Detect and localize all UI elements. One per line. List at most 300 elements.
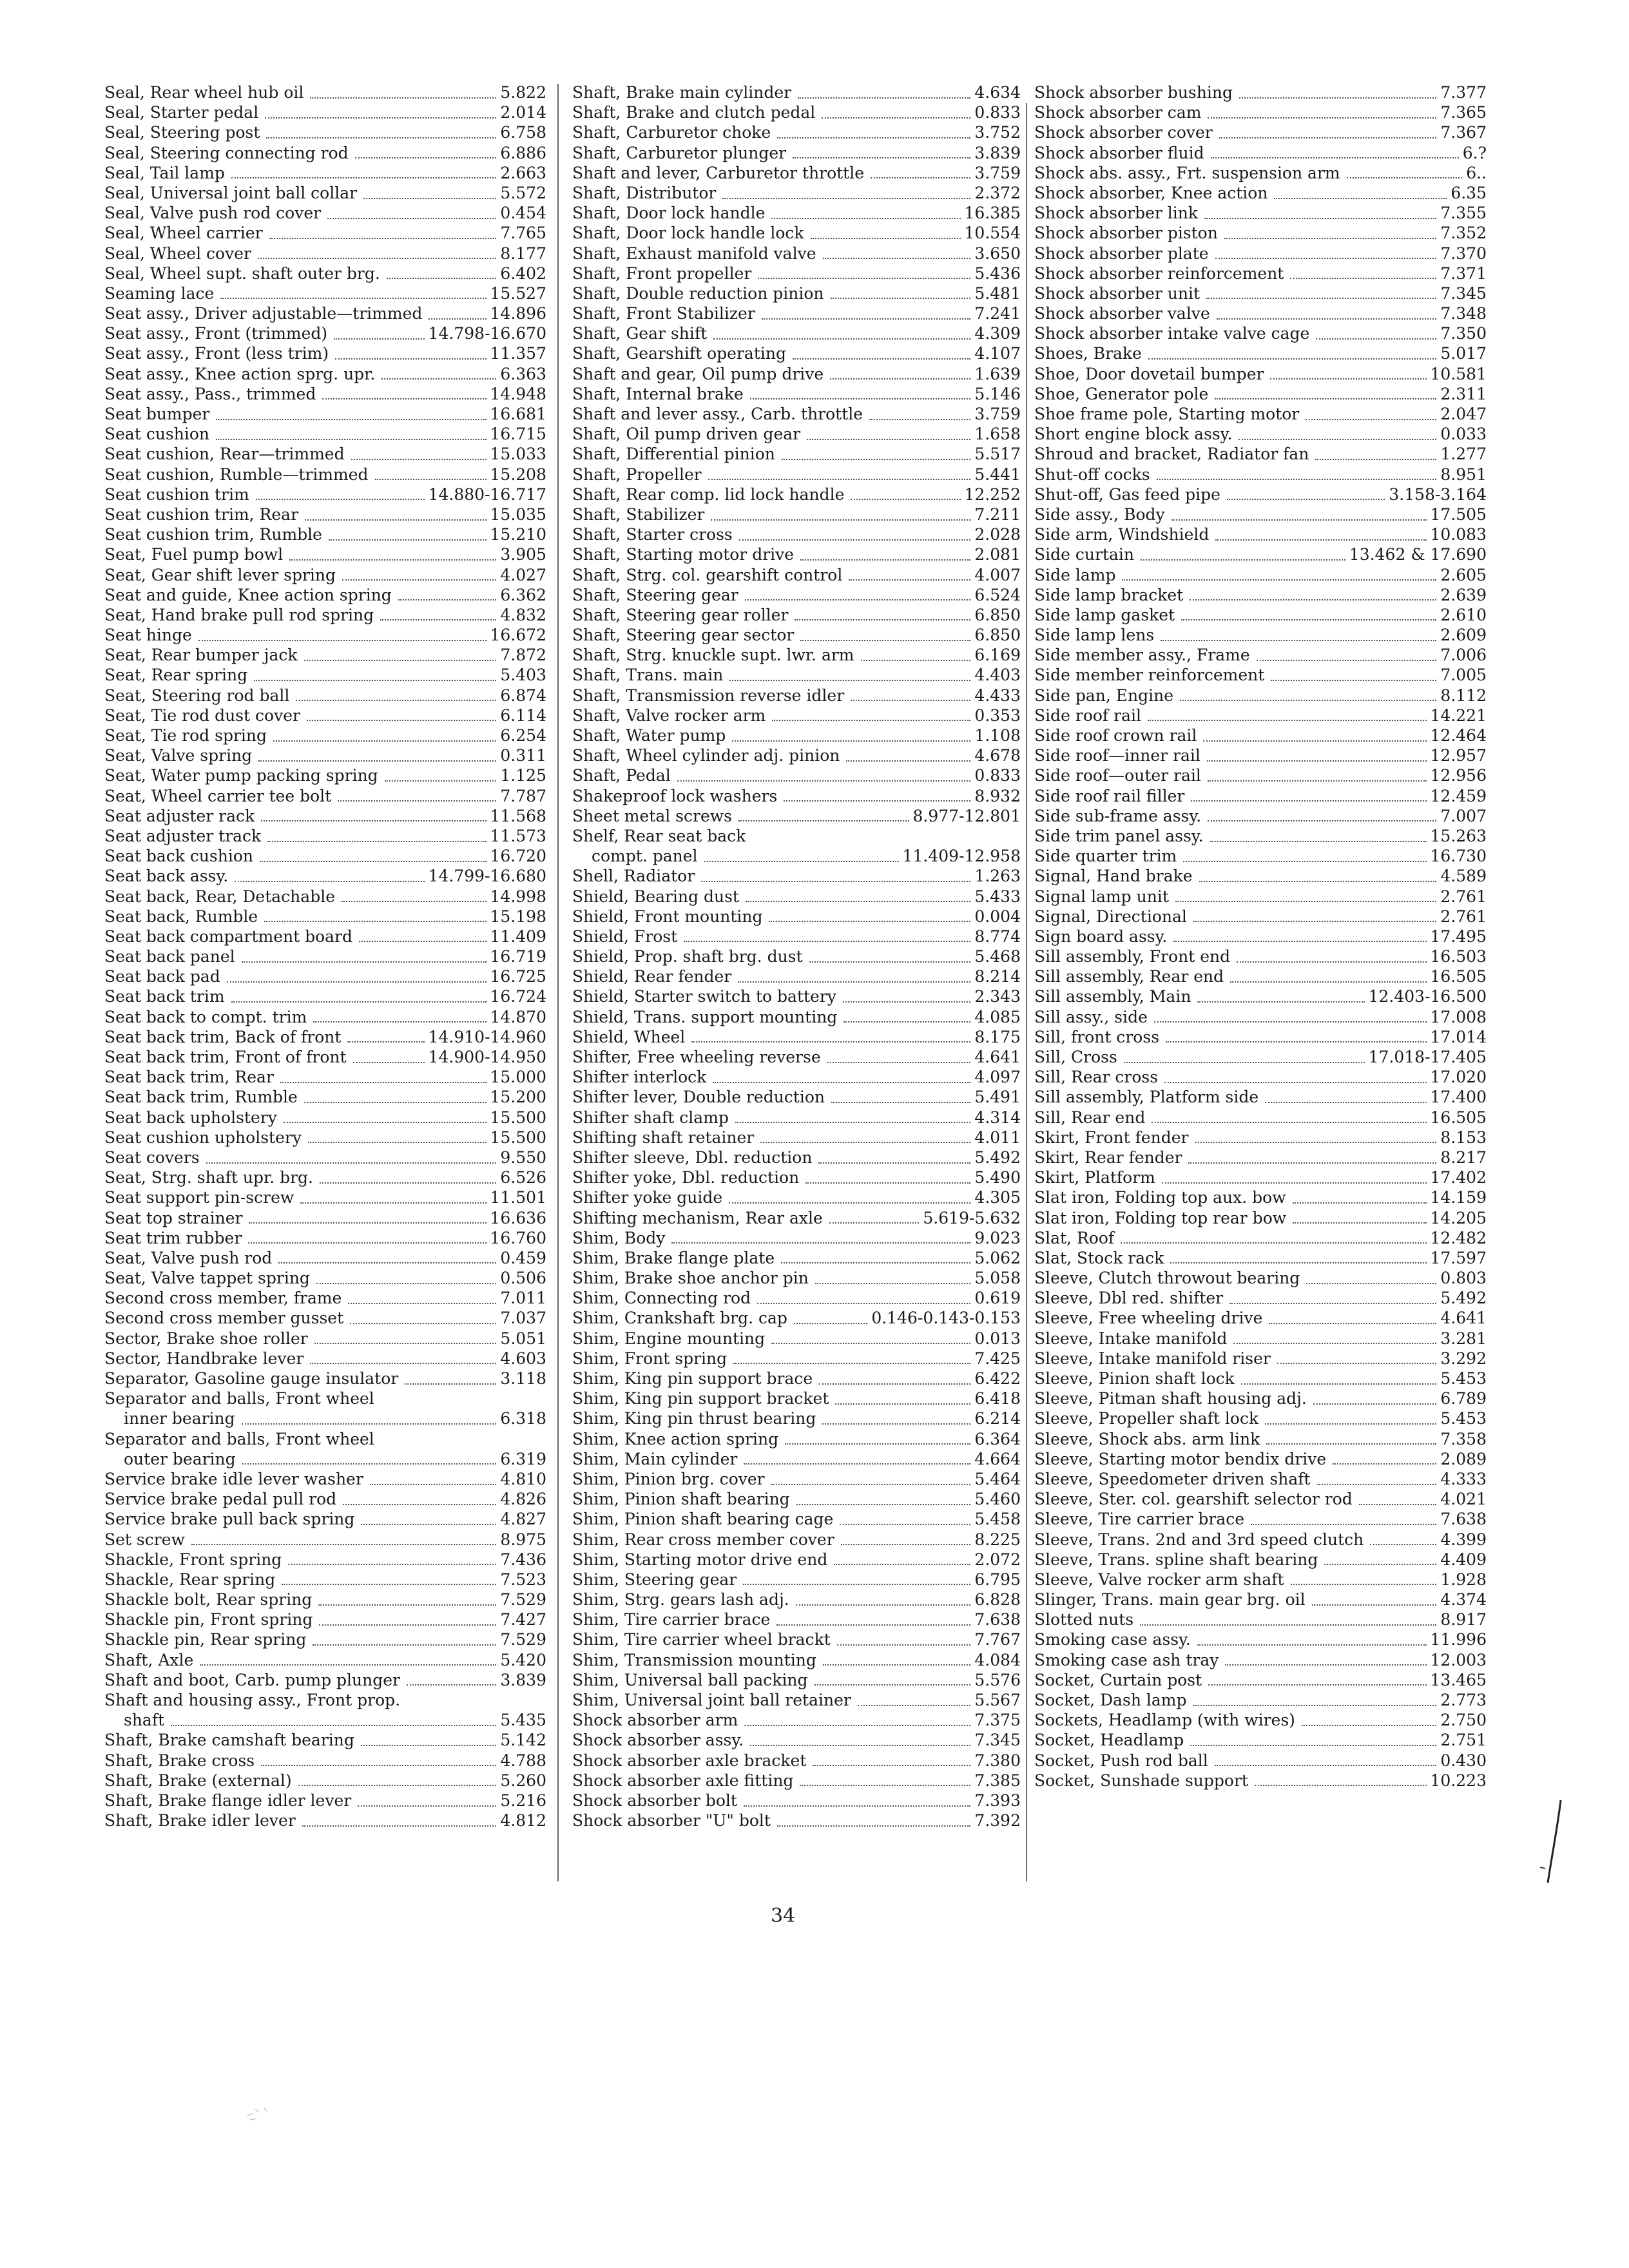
entry-label: Seal, Wheel carrier xyxy=(104,224,263,243)
dot-leader xyxy=(1370,1540,1436,1545)
dot-leader xyxy=(1293,1198,1427,1204)
page-number: 34 xyxy=(771,1905,796,1927)
index-entry xyxy=(572,1349,1021,1369)
index-entry xyxy=(104,745,546,765)
entry-page-ref: 0.033 xyxy=(1440,425,1487,444)
entry-label: Shackle, Rear spring xyxy=(104,1570,276,1589)
entry-label: Shock absorber bushing xyxy=(1034,83,1233,102)
dot-leader xyxy=(1173,937,1426,942)
entry-label: Sheet metal screws xyxy=(572,806,733,825)
dot-leader xyxy=(198,636,487,641)
entry-label: Shaft, Brake flange idler lever xyxy=(104,1791,352,1810)
index-entry xyxy=(104,1791,546,1811)
index-entry xyxy=(104,1629,546,1649)
dot-leader xyxy=(249,1218,486,1224)
index-entry xyxy=(1034,1509,1487,1529)
dot-leader xyxy=(1152,1118,1426,1123)
entry-label: Shock absorber bolt xyxy=(572,1791,737,1810)
entry-page-ref: 16.672 xyxy=(490,626,546,645)
entry-page-ref: 3.118 xyxy=(500,1369,546,1388)
index-entry xyxy=(572,1610,1021,1629)
index-entry xyxy=(1034,1228,1487,1248)
entry-page-ref: 5.017 xyxy=(1440,344,1487,363)
index-entry xyxy=(1034,82,1487,102)
entry-page-ref: 7.345 xyxy=(1440,284,1487,303)
dot-leader xyxy=(784,796,970,802)
entry-label: Seat assy., Front (trimmed) xyxy=(104,324,328,343)
entry-label: Shield, Starter switch to battery xyxy=(572,987,836,1006)
dot-leader xyxy=(316,1279,497,1284)
entry-label: Shaft, Rear comp. lid lock handle xyxy=(572,485,845,504)
entry-label: Signal, Hand brake xyxy=(1034,867,1193,886)
entry-label: Sleeve, Shock abs. arm link xyxy=(1034,1429,1260,1448)
entry-label: Shock absorber, Knee action xyxy=(1034,183,1268,202)
entry-page-ref: 15.263 xyxy=(1430,826,1487,845)
entry-label: Signal lamp unit xyxy=(1034,887,1169,906)
dot-leader xyxy=(713,334,970,340)
index-entry xyxy=(1034,1369,1487,1389)
entry-page-ref: 8.112 xyxy=(1440,686,1487,705)
entry-page-ref: 5.062 xyxy=(974,1248,1021,1267)
dot-leader xyxy=(361,1520,496,1525)
index-entry xyxy=(1034,686,1487,706)
index-entry xyxy=(1034,1449,1487,1469)
dot-leader xyxy=(769,917,970,922)
entry-page-ref: 16.505 xyxy=(1430,1108,1487,1127)
dot-leader xyxy=(304,1098,487,1103)
dot-leader xyxy=(264,917,486,922)
entry-page-ref: 0.619 xyxy=(974,1289,1021,1308)
entry-label: Sleeve, Intake manifold xyxy=(1034,1329,1228,1348)
dot-leader xyxy=(1255,1781,1427,1786)
index-entry xyxy=(572,1811,1021,1831)
dot-leader xyxy=(795,615,970,620)
dot-leader xyxy=(744,1459,970,1465)
entry-page-ref: 2.072 xyxy=(974,1550,1021,1569)
index-entry xyxy=(572,1248,1021,1268)
index-entry xyxy=(572,505,1021,524)
entry-label: Seat, Valve spring xyxy=(104,746,253,765)
index-entry xyxy=(1034,665,1487,685)
index-entry xyxy=(104,1489,546,1509)
dot-leader xyxy=(732,736,970,742)
entry-label: Side roof—inner rail xyxy=(1034,746,1200,765)
dot-leader xyxy=(1265,1098,1426,1103)
entry-label: Shim, Universal ball packing xyxy=(572,1670,808,1689)
entry-page-ref: 5.460 xyxy=(974,1490,1021,1509)
entry-page-ref: 0.459 xyxy=(500,1248,546,1267)
entry-page-ref: 6.254 xyxy=(500,726,546,745)
entry-page-ref: 2.311 xyxy=(1440,384,1487,403)
index-entry xyxy=(104,887,546,907)
dot-leader xyxy=(254,676,496,681)
index-entry xyxy=(572,1208,1021,1228)
entry-label: Seat back trim, Front of front xyxy=(104,1048,347,1066)
dot-leader xyxy=(282,1580,496,1585)
entry-page-ref: 4.333 xyxy=(1440,1469,1487,1488)
index-entry xyxy=(104,1389,546,1408)
dot-leader xyxy=(242,1419,497,1425)
entry-page-ref: 4.374 xyxy=(1440,1590,1487,1610)
dot-leader xyxy=(739,535,971,541)
dot-leader xyxy=(305,515,487,521)
index-entry xyxy=(572,887,1021,907)
index-entry xyxy=(572,605,1021,625)
entry-page-ref: 5.481 xyxy=(974,284,1021,303)
dot-leader xyxy=(835,1399,970,1405)
dot-leader xyxy=(1271,676,1436,681)
entry-page-ref: 2.014 xyxy=(500,103,546,122)
entry-label: Shaft and lever assy., Carb. throttle xyxy=(572,405,863,423)
dot-leader xyxy=(843,1017,970,1023)
entry-page-ref: 7.005 xyxy=(1440,666,1487,685)
index-entry xyxy=(572,284,1021,303)
entry-label: Seat adjuster rack xyxy=(104,806,255,825)
index-entry xyxy=(104,143,546,163)
dot-leader xyxy=(302,1821,497,1827)
dot-leader xyxy=(359,937,487,942)
dot-leader xyxy=(846,756,970,762)
index-entry xyxy=(1034,1268,1487,1288)
index-entry xyxy=(104,1308,546,1328)
entry-label: Seat back pad xyxy=(104,967,220,986)
dot-leader xyxy=(329,535,487,541)
entry-page-ref: 5.441 xyxy=(974,465,1021,484)
dot-leader xyxy=(284,1118,487,1123)
index-entry xyxy=(572,544,1021,564)
entry-page-ref: 5.458 xyxy=(974,1510,1021,1529)
entry-page-ref: 3.752 xyxy=(974,123,1021,142)
dot-leader xyxy=(1239,435,1436,440)
entry-page-ref: 15.033 xyxy=(490,445,546,464)
entry-page-ref: 4.027 xyxy=(500,565,546,584)
dot-leader xyxy=(235,877,424,882)
index-entry xyxy=(572,323,1021,343)
index-column-3 xyxy=(1034,82,1487,1791)
dot-leader xyxy=(777,1821,970,1827)
entry-label: Shaft, Brake (external) xyxy=(104,1771,292,1790)
index-entry xyxy=(572,1268,1021,1288)
entry-label: Shim, Engine mounting xyxy=(572,1329,766,1348)
dot-leader xyxy=(684,937,970,942)
entry-label: Side member reinforcement xyxy=(1034,666,1265,685)
entry-page-ref: 6.35 xyxy=(1451,183,1487,202)
dot-leader xyxy=(738,816,909,822)
index-entry xyxy=(1034,625,1487,645)
index-entry xyxy=(1034,1047,1487,1067)
entry-page-ref: 5.142 xyxy=(500,1731,546,1750)
index-entry xyxy=(572,524,1021,544)
entry-label: Shaft and gear, Oil pump drive xyxy=(572,364,824,383)
dot-leader xyxy=(350,1319,496,1324)
dot-leader xyxy=(1124,1058,1365,1063)
index-entry xyxy=(1034,1408,1487,1428)
dot-leader xyxy=(1229,1299,1436,1304)
entry-label: Sleeve, Ster. col. gearshift selector rod xyxy=(1034,1490,1353,1509)
index-entry xyxy=(104,1650,546,1670)
column-divider xyxy=(557,84,559,1881)
entry-label: Sill assy., side xyxy=(1034,1007,1148,1026)
entry-label: Shim, Pinion shaft bearing cage xyxy=(572,1510,834,1529)
entry-page-ref: 16.760 xyxy=(490,1228,546,1247)
entry-label: Socket, Curtain post xyxy=(1034,1670,1202,1689)
entry-label: Socket, Headlamp xyxy=(1034,1731,1184,1750)
dot-leader xyxy=(837,1640,971,1646)
entry-label: Side roof rail xyxy=(1034,706,1141,725)
entry-label: Shoe, Door dovetail bumper xyxy=(1034,364,1264,383)
index-entry xyxy=(1034,364,1487,384)
entry-page-ref: 7.211 xyxy=(974,505,1021,524)
index-entry xyxy=(1034,183,1487,203)
dot-leader xyxy=(1148,354,1436,360)
index-entry xyxy=(1034,1530,1487,1550)
entry-page-ref: 0.146-0.143-0.153 xyxy=(871,1309,1021,1328)
entry-page-ref: 5.436 xyxy=(974,264,1021,283)
entry-label: shaft xyxy=(124,1711,165,1730)
entry-label: Shock abs. assy., Frt. suspension arm xyxy=(1034,163,1340,182)
entry-page-ref: 4.812 xyxy=(500,1811,546,1831)
index-entry xyxy=(104,1067,546,1087)
entry-label: Seat cushion, Rumble—trimmed xyxy=(104,465,369,484)
entry-label: Shaft and lever, Carburetor throttle xyxy=(572,163,865,182)
entry-page-ref: 5.492 xyxy=(974,1148,1021,1167)
index-entry xyxy=(1034,806,1487,826)
entry-label: Second cross member, frame xyxy=(104,1289,342,1308)
dot-leader xyxy=(805,1178,970,1184)
index-entry xyxy=(1034,765,1487,785)
index-entry xyxy=(572,1389,1021,1408)
index-entry xyxy=(1034,1469,1487,1489)
index-entry xyxy=(572,122,1021,142)
dot-leader xyxy=(1293,1218,1426,1224)
index-entry xyxy=(104,1690,546,1710)
index-entry xyxy=(1034,1087,1487,1107)
dot-leader xyxy=(351,455,487,460)
entry-label: Shock absorber link xyxy=(1034,204,1199,223)
index-entry xyxy=(572,665,1021,685)
index-entry xyxy=(572,907,1021,927)
entry-label: Service brake pull back spring xyxy=(104,1510,355,1529)
entry-label: Seat back compartment board xyxy=(104,927,352,946)
dot-leader xyxy=(735,1118,971,1123)
index-entry xyxy=(104,665,546,685)
entry-page-ref: 4.309 xyxy=(974,324,1021,343)
entry-label: Seat back trim, Rear xyxy=(104,1068,274,1087)
index-entry xyxy=(1034,122,1487,142)
dot-leader xyxy=(831,294,971,299)
dot-leader xyxy=(733,1359,970,1364)
dot-leader xyxy=(722,194,970,199)
index-entry xyxy=(572,1629,1021,1649)
dot-leader xyxy=(319,1620,496,1626)
dot-leader xyxy=(772,716,970,721)
dot-leader xyxy=(858,1701,971,1706)
dot-leader xyxy=(1166,1037,1426,1043)
index-entry xyxy=(104,465,546,485)
entry-label: Sill, Cross xyxy=(1034,1048,1117,1066)
index-entry xyxy=(572,1590,1021,1610)
entry-label: Seat assy., Front (less trim) xyxy=(104,344,329,363)
dot-leader xyxy=(1148,716,1427,721)
entry-label: Shim, Main cylinder xyxy=(572,1449,738,1468)
index-entry xyxy=(1034,947,1487,966)
entry-page-ref: 12.252 xyxy=(964,485,1021,504)
index-entry xyxy=(1034,284,1487,303)
entry-label: Shaft, Axle xyxy=(104,1650,194,1669)
entry-label: Short engine block assy. xyxy=(1034,425,1233,444)
entry-page-ref: 16.636 xyxy=(490,1208,546,1227)
dot-leader xyxy=(405,1379,496,1385)
index-entry xyxy=(572,424,1021,444)
entry-page-ref: 0.353 xyxy=(974,706,1021,725)
dot-leader xyxy=(811,234,961,239)
index-entry xyxy=(104,1288,546,1308)
index-entry xyxy=(572,1509,1021,1529)
entry-label: Slat iron, Folding top rear bow xyxy=(1034,1208,1287,1227)
index-entry xyxy=(1034,966,1487,986)
index-entry xyxy=(1034,645,1487,665)
index-entry xyxy=(1034,223,1487,243)
dot-leader xyxy=(1191,796,1426,802)
entry-page-ref: 7.393 xyxy=(974,1791,1021,1810)
entry-page-ref: 4.664 xyxy=(974,1449,1021,1468)
dot-leader xyxy=(1257,656,1437,661)
entry-label: Sleeve, Trans. spline shaft bearing xyxy=(1034,1550,1318,1569)
dot-leader xyxy=(831,1098,970,1103)
entry-page-ref: 9.023 xyxy=(974,1228,1021,1247)
entry-label: Shaft, Pedal xyxy=(572,766,671,785)
entry-page-ref: 6.363 xyxy=(500,364,546,383)
index-entry xyxy=(1034,1710,1487,1730)
index-entry xyxy=(104,645,546,665)
dot-leader xyxy=(353,1058,425,1063)
entry-label: Seal, Starter pedal xyxy=(104,103,259,122)
index-entry xyxy=(1034,244,1487,264)
dot-leader xyxy=(348,1299,496,1304)
index-entry xyxy=(1034,163,1487,183)
dot-leader xyxy=(334,334,424,340)
dot-leader xyxy=(227,977,487,983)
index-entry xyxy=(1034,907,1487,927)
entry-page-ref: 0.454 xyxy=(500,204,546,223)
entry-label: Shaft, Brake idler lever xyxy=(104,1811,296,1831)
entry-page-ref: 4.084 xyxy=(974,1650,1021,1669)
index-entry xyxy=(1034,1429,1487,1449)
entry-page-ref: 15.500 xyxy=(490,1108,546,1127)
index-entry xyxy=(104,686,546,706)
index-entry xyxy=(104,1670,546,1690)
index-entry xyxy=(572,947,1021,966)
dot-leader xyxy=(800,1781,970,1786)
entry-page-ref: 7.365 xyxy=(1440,103,1487,122)
entry-page-ref: 3.158-3.164 xyxy=(1389,485,1487,504)
index-entry xyxy=(572,866,1021,886)
entry-page-ref: 17.495 xyxy=(1430,927,1487,946)
index-entry xyxy=(572,806,1021,826)
dot-leader xyxy=(1324,1560,1436,1565)
dot-leader xyxy=(745,595,971,601)
entry-page-ref: 4.011 xyxy=(974,1128,1021,1147)
index-entry xyxy=(104,1570,546,1590)
index-entry xyxy=(1034,384,1487,404)
entry-page-ref: 7.523 xyxy=(500,1570,546,1589)
entry-page-ref: 8.175 xyxy=(974,1027,1021,1046)
index-entry xyxy=(104,424,546,444)
index-entry xyxy=(572,1670,1021,1690)
dot-leader xyxy=(289,555,496,561)
entry-label: Shim, Body xyxy=(572,1228,666,1247)
index-entry xyxy=(104,404,546,424)
dot-leader xyxy=(313,1017,486,1023)
entry-page-ref: 3.281 xyxy=(1440,1329,1487,1348)
dot-leader xyxy=(300,1198,486,1204)
entry-page-ref: 17.020 xyxy=(1430,1068,1487,1087)
entry-label: Shaft, Differential pinion xyxy=(572,445,775,464)
dot-leader xyxy=(1141,555,1345,561)
index-entry xyxy=(572,645,1021,665)
entry-page-ref: 12.464 xyxy=(1430,726,1487,745)
entry-page-ref: 5.572 xyxy=(500,183,546,202)
entry-page-ref: 1.263 xyxy=(974,867,1021,886)
index-entry xyxy=(104,384,546,404)
entry-label: Shim, King pin support brace xyxy=(572,1369,813,1388)
entry-page-ref: 6.362 xyxy=(500,585,546,604)
dot-leader xyxy=(1265,1419,1436,1425)
entry-page-ref: 5.216 xyxy=(500,1791,546,1810)
index-entry xyxy=(1034,726,1487,745)
dot-leader xyxy=(849,575,970,581)
entry-label: Shim, Brake flange plate xyxy=(572,1248,775,1267)
entry-page-ref: 8.177 xyxy=(500,244,546,263)
entry-label: Seat cushion trim, Rear xyxy=(104,505,299,524)
entry-label: Shock absorber valve xyxy=(1034,304,1210,323)
dot-leader xyxy=(361,1741,497,1746)
entry-page-ref: 1.658 xyxy=(974,425,1021,444)
dot-leader xyxy=(785,1439,970,1445)
entry-page-ref: 6.364 xyxy=(974,1429,1021,1448)
dot-leader xyxy=(1239,93,1436,99)
entry-label: Seat trim rubber xyxy=(104,1228,242,1247)
entry-page-ref: 12.459 xyxy=(1430,786,1487,805)
index-entry xyxy=(1034,927,1487,947)
index-entry xyxy=(572,183,1021,203)
entry-label: Skirt, Rear fender xyxy=(1034,1148,1182,1167)
entry-label: Shock absorber piston xyxy=(1034,224,1218,243)
index-entry xyxy=(104,323,546,343)
entry-label: Shaft, Brake cross xyxy=(104,1751,255,1770)
entry-label: Shaft, Steering gear sector xyxy=(572,626,795,645)
entry-page-ref: 7.011 xyxy=(500,1289,546,1308)
entry-label: Seat cushion xyxy=(104,425,210,444)
index-entry xyxy=(104,303,546,323)
index-entry xyxy=(1034,1027,1487,1047)
entry-page-ref: 7.787 xyxy=(500,786,546,805)
entry-page-ref: 4.314 xyxy=(974,1108,1021,1127)
entry-label: Slinger, Trans. main gear brg. oil xyxy=(1034,1590,1306,1610)
index-entry xyxy=(1034,102,1487,122)
entry-label: Seat bumper xyxy=(104,405,210,423)
entry-label: Shaft, Wheel cylinder adj. pinion xyxy=(572,746,840,765)
dot-leader xyxy=(743,1580,970,1585)
entry-page-ref: 15.035 xyxy=(490,505,546,524)
dot-leader xyxy=(818,1158,970,1164)
entry-label: Seat back trim, Rumble xyxy=(104,1088,298,1107)
entry-label: Skirt, Platform xyxy=(1034,1168,1155,1187)
dot-leader xyxy=(1215,394,1436,399)
entry-label: Set screw xyxy=(104,1530,185,1549)
entry-label: Shield, Prop. shaft brg. dust xyxy=(572,947,803,966)
entry-page-ref: 5.260 xyxy=(500,1771,546,1790)
